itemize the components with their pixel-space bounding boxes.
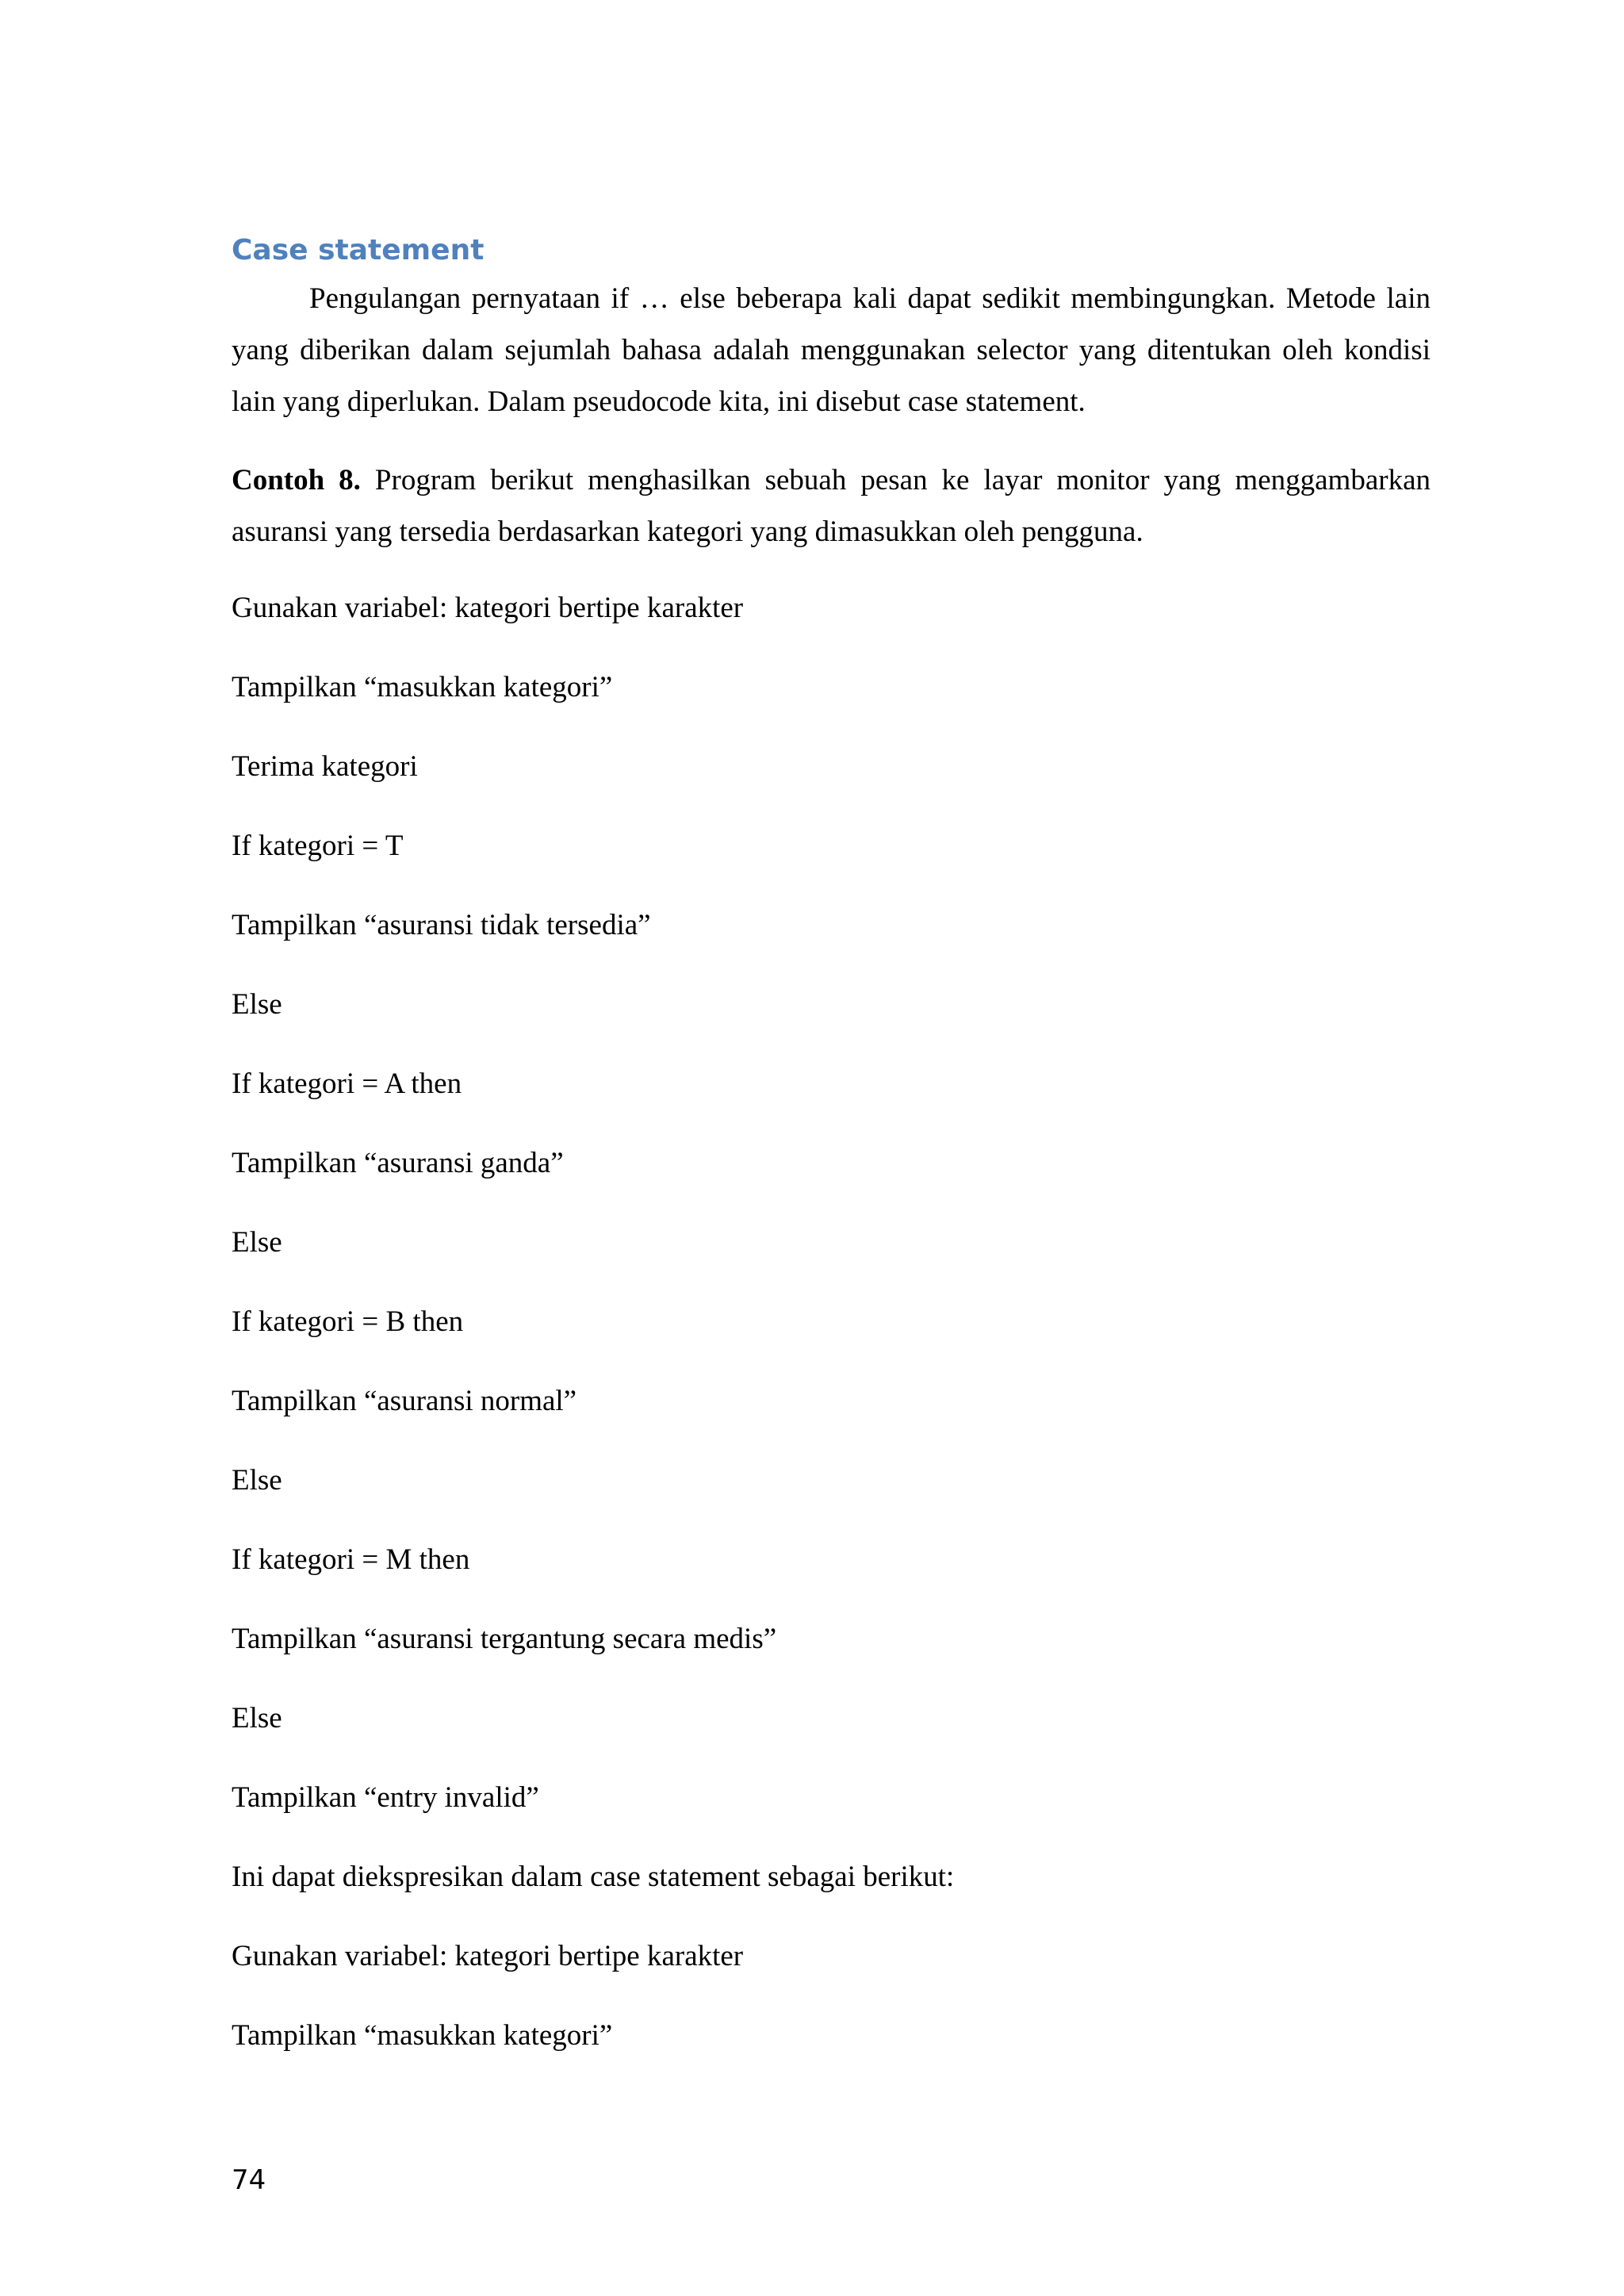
pseudocode-line: Gunakan variabel: kategori bertipe karakter: [232, 1940, 744, 1972]
pseudocode-line: Gunakan variabel: kategori bertipe karakter: [232, 592, 744, 624]
pseudocode-line: Tampilkan “asuransi tidak tersedia”: [232, 909, 651, 941]
pseudocode-line: If kategori = B then: [232, 1305, 464, 1338]
pseudocode-line: Tampilkan “asuransi ganda”: [232, 1147, 564, 1179]
example-paragraph: [232, 454, 1431, 558]
example-label: Contoh 8.: [232, 464, 361, 496]
pseudocode-line: Else: [232, 1226, 282, 1259]
pseudocode-line: Tampilkan “asuransi tergantung secara medis”: [232, 1623, 777, 1655]
pseudocode-line: If kategori = A then: [232, 1068, 462, 1100]
intro-paragraph: Pengulangan pernyataan if … else beberapa kali dapat sedikit membingungkan. Metode lain yang diberikan dalam sejumlah bahasa adalah menggunakan selector yang ditentukan oleh kondisi lain yang diperlukan. Dalam pseudocode kita, ini disebut case statement.: [232, 282, 1431, 418]
pseudocode-line: Else: [232, 988, 282, 1021]
pseudocode-line: Else: [232, 1702, 282, 1734]
pseudocode-line: Tampilkan “asuransi normal”: [232, 1385, 577, 1417]
pseudocode-line: Else: [232, 1464, 282, 1497]
pseudocode-line: Ini dapat diekspresikan dalam case statement sebagai berikut:: [232, 1861, 955, 1893]
pseudocode-block: [232, 569, 1431, 2076]
pseudocode-line: Terima kategori: [232, 750, 418, 783]
pseudocode-line: Tampilkan “masukkan kategori”: [232, 671, 613, 703]
page-content: [232, 228, 1431, 2076]
pseudocode-line: Tampilkan “masukkan kategori”: [232, 2019, 613, 2052]
page-number: 74: [232, 2164, 266, 2196]
section-heading: Case statement: [232, 234, 485, 266]
pseudocode-line: If kategori = T: [232, 830, 404, 862]
pseudocode-line: If kategori = M then: [232, 1543, 470, 1576]
pseudocode-line: Tampilkan “entry invalid”: [232, 1781, 539, 1814]
example-text: Program berikut menghasilkan sebuah pesan ke layar monitor yang menggambarkan asuransi yang tersedia berdasarkan kategori yang dimasukkan oleh pengguna.: [232, 464, 1431, 548]
